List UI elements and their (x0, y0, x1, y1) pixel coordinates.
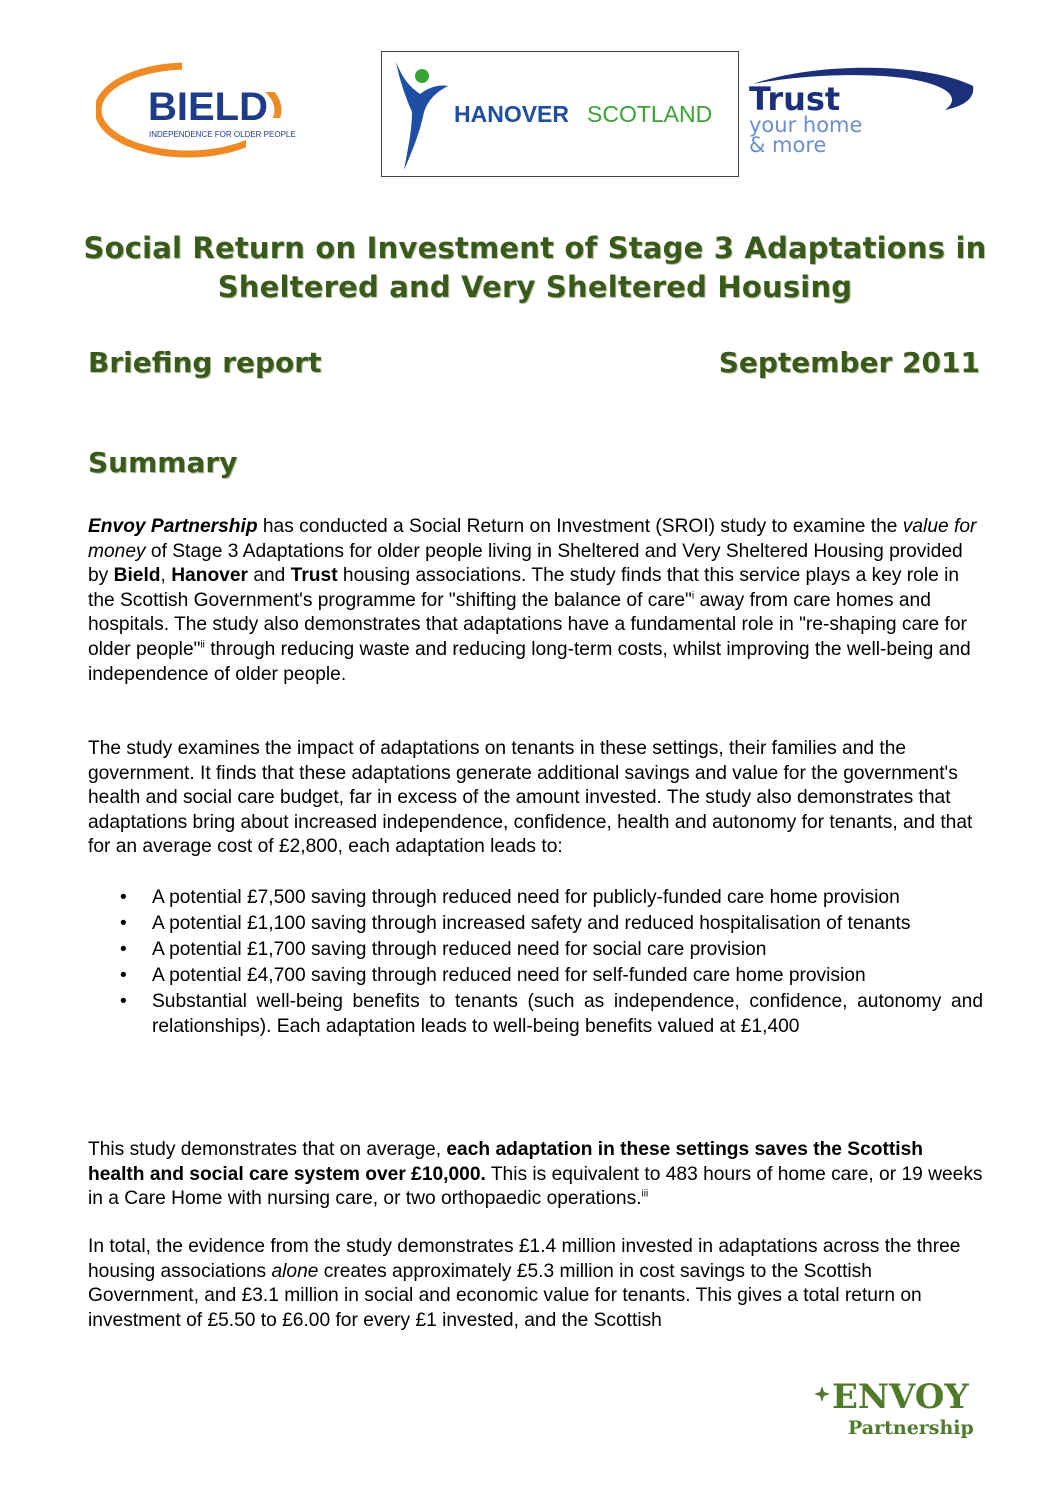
key-finding-text: each adaptation in these settings saves the Scottish health and social care system over £10,000. (88, 1139, 923, 1185)
paragraph-impact (88, 737, 983, 860)
report-title-line-1: Social Return on Investment of Stage 3 Adaptations in (83, 231, 987, 265)
text-span: has conducted a Social Return on Investment (SROI) study to examine the (257, 516, 903, 537)
envoy-logo-name: ENVOY (832, 1377, 969, 1417)
hanover-scotland-logo (381, 51, 739, 177)
footnote-ref-ii: ii (200, 639, 205, 651)
footnote-ref-i: i (691, 590, 695, 602)
text-span: through reducing waste and reducing long-term costs, whilst improving the well-being and independence of older people. (88, 638, 971, 685)
text-span: In total, the evidence from the study demonstrates £1.4 million invested in adaptations across the three housing associations (88, 1236, 961, 1282)
bield-logo (96, 62, 316, 158)
trust-logo-name: Trust (749, 80, 841, 118)
bullet-icon: • (120, 939, 127, 961)
text-span: creates approximately £5.3 million in cost savings to the Scottish Government, and £3.1 million in social and economic value for tenants. This gives a total return on investment of £5.50 to £6.00 for every £1 invested, and the Scottish (88, 1260, 922, 1331)
text-span: away from care homes and hospitals. The study also demonstrates that adaptations have a fundamental role in "re-shaping care for older people" (88, 589, 967, 660)
star-icon (814, 1386, 830, 1402)
list-item (88, 912, 983, 937)
section-heading-summary: Summary (88, 446, 238, 479)
paragraph-total-return (88, 1235, 983, 1333)
text-span: and (247, 565, 291, 587)
bullet-icon: • (120, 965, 127, 987)
trust-logo (745, 64, 977, 156)
list-item-text: A potential £7,500 saving through reduced need for publicly-funded care home provision (152, 887, 900, 908)
trust-logo-line3: & more (749, 133, 827, 156)
bield-logo-tagline: INDEPENDENCE FOR OLDER PEOPLE (149, 130, 296, 139)
text-span: of Stage 3 Adaptations for older people living in Sheltered and Very Sheltered Housing provided by (88, 540, 963, 587)
paragraph-intro (88, 515, 983, 687)
bield-logo-name: BIELD (148, 85, 268, 129)
envoy-partnership-logo (812, 1370, 982, 1442)
trust-logo-graphic (745, 64, 977, 156)
text-span: , (160, 565, 172, 587)
text-span: alone (271, 1260, 319, 1282)
text-span: Trust (290, 565, 338, 587)
bullet-icon: • (120, 913, 127, 935)
trust-logo-line2: your home (749, 113, 863, 137)
bullet-icon: • (120, 991, 127, 1013)
envoy-logo-graphic (812, 1370, 982, 1442)
footnote-ref-iii: iii (641, 1188, 649, 1200)
paragraph-average-saving (88, 1138, 983, 1212)
bullet-icon: • (120, 887, 127, 908)
list-item-text: A potential £1,700 saving through reduced need for social care provision (152, 939, 767, 961)
text-span: value for money (88, 516, 977, 562)
report-type: Briefing report (88, 346, 322, 379)
hanover-logo-graphic (382, 52, 738, 176)
paragraph-impact-text: The study examines the impact of adaptations on tenants in these settings, their families and the government. It finds that these adaptations generate additional savings and value for the government's health and social care budget, far in excess of the amount invested. The study also demonstrates that adaptations bring about increased independence, confidence, health and autonomy for tenants, and that for an average cost of £2,800, each adaptation leads to: (88, 738, 973, 858)
text-span: This is equivalent to 483 hours of home care, or 19 weeks in a Care Home with nursing care, or two orthopaedic operations. (88, 1163, 983, 1210)
bield-logo-graphic (96, 62, 316, 158)
hanover-logo-name-part1: HANOVER (454, 101, 570, 127)
text-span: housing associations. The study finds that this service plays a key role in the Scottish Government's programme for "shifting the balance of care" (88, 565, 960, 611)
report-date: September 2011 (718, 346, 980, 379)
list-item (88, 938, 983, 963)
list-item-text: A potential £1,100 saving through increased safety and reduced hospitalisation of tenants (152, 913, 911, 935)
list-item-text: A potential £4,700 saving through reduced need for self-funded care home provision (152, 965, 866, 987)
list-item-text: Substantial well-being benefits to tenants (such as independence, confidence, autonomy and relationships). Each adaptation leads to well-being benefits valued at £1,400 (152, 991, 983, 1037)
list-item (88, 990, 983, 1039)
savings-list (88, 886, 983, 1041)
text-span: Hanover (171, 565, 248, 587)
hanover-logo-name-part2: SCOTLAND (587, 101, 713, 127)
text-span: Bield (113, 565, 161, 587)
list-item (88, 886, 983, 911)
envoy-partnership-text: Envoy Partnership (88, 516, 258, 537)
report-title-line-2: Sheltered and Very Sheltered Housing (217, 270, 853, 304)
text-span: This study demonstrates that on average, (88, 1139, 447, 1160)
envoy-logo-subtitle: Partnership (848, 1417, 974, 1439)
list-item (88, 964, 983, 989)
